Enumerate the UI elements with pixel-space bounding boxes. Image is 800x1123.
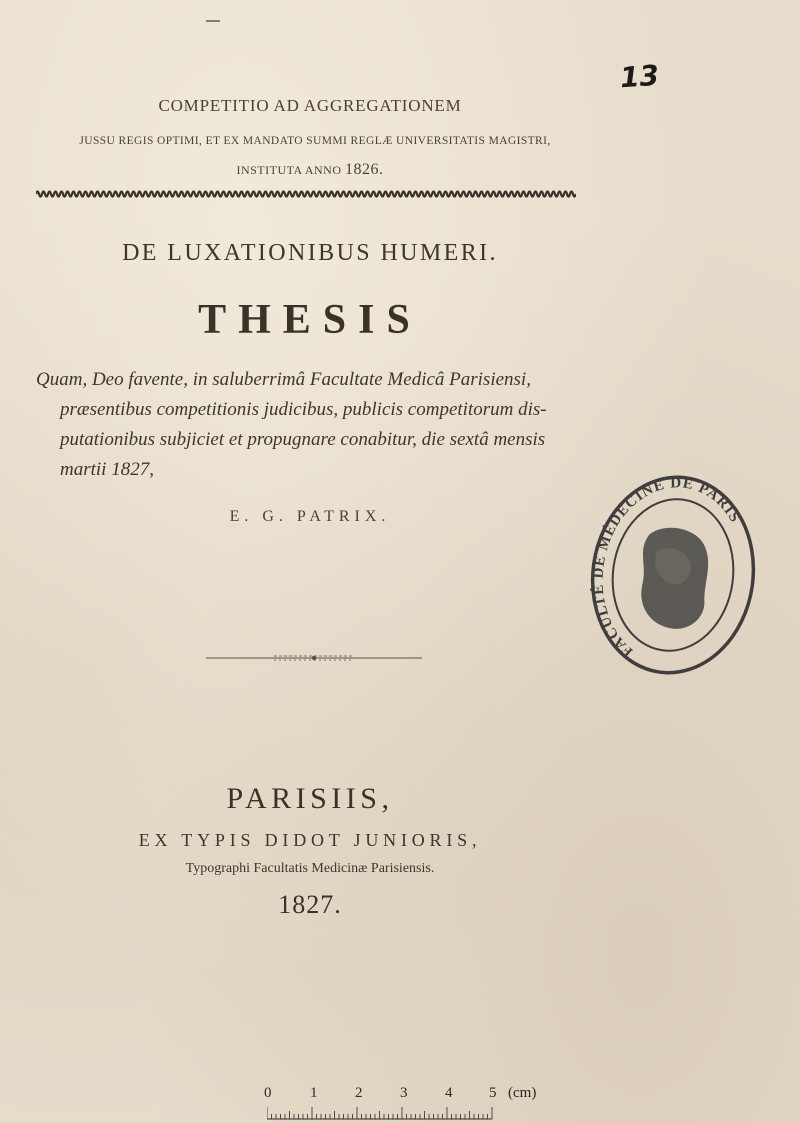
library-stamp (584, 468, 762, 682)
thesis-heading: THESIS (198, 297, 422, 343)
imprint-printer-description: Typographi Facultatis Medicinæ Parisiensis. (185, 861, 435, 876)
paragraph-line: putationibus subjiciet et propugnare conabitur, die sextâ mensis (60, 429, 546, 450)
scale-tick-label: 0 (264, 1085, 272, 1101)
paragraph-line: Quam, Deo favente, in saluberrimâ Facultate Medicâ Parisiensi, (36, 369, 531, 390)
imprint-place: PARISIIS, (226, 782, 394, 815)
top-edge-mark (206, 20, 220, 22)
dedication-paragraph (36, 365, 584, 485)
header-institution-text: INSTITUTA ANNO (236, 163, 342, 177)
scale-tick-label: 3 (400, 1085, 408, 1101)
scale-tick-label: 4 (445, 1085, 453, 1101)
header-competition-line: COMPETITIO AD AGGREGATIONEM (158, 96, 462, 115)
author-name: E. G. PATRIX. (229, 508, 391, 525)
header-authority-line: JUSSU REGIS OPTIMI, ET EX MANDATO SUMMI REGLÆ UNIVERSITATIS MAGISTRI, (79, 135, 551, 147)
imprint-year: 1827. (278, 890, 342, 919)
scale-unit-label: (cm) (508, 1085, 537, 1101)
stamp-text: FACULTÉ DE MÉDECINE DE PARIS (590, 475, 744, 660)
scale-tick-label: 1 (310, 1085, 318, 1101)
measurement-scale (262, 1085, 552, 1121)
header-institution-line (100, 161, 520, 179)
scale-tick-label: 5 (489, 1085, 497, 1101)
decorative-divider (204, 651, 424, 665)
wavy-ornament-rule (36, 188, 576, 200)
paragraph-line: martii 1827, (60, 459, 154, 480)
handwritten-page-number: 13 (618, 58, 661, 95)
scale-tick-label: 2 (355, 1085, 363, 1101)
paragraph-line: præsentibus competitionis judicibus, publicis competitorum dis- (60, 399, 547, 420)
scale-ruler (267, 1106, 497, 1120)
imprint-printer: EX TYPIS DIDOT JUNIORIS, (138, 830, 482, 850)
header-institution-year: 1826. (345, 161, 384, 178)
thesis-subject-title: DE LUXATIONIBUS HUMERI. (122, 240, 498, 266)
